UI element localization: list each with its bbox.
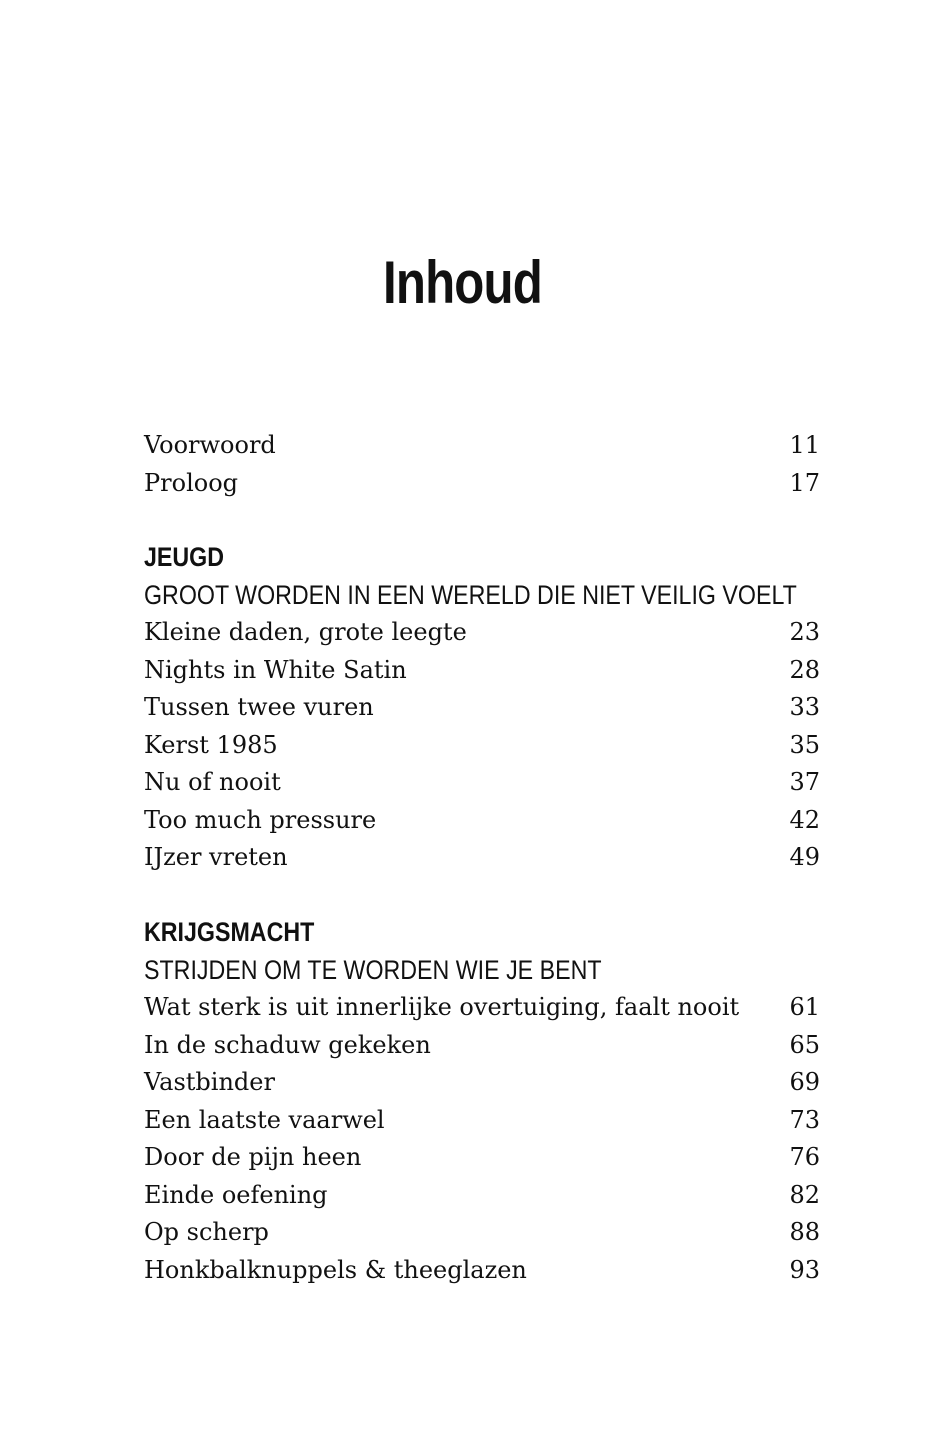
toc-entry-voorwoord[interactable] — [144, 427, 820, 465]
page-title: Inhoud — [382, 249, 543, 316]
toc-entry-label: Nights in White Satin — [144, 655, 407, 684]
toc-entry-page: 49 — [789, 843, 820, 871]
toc-entry-page: 17 — [789, 468, 820, 497]
toc-entry-page: 69 — [789, 1068, 820, 1096]
toc-entry-page: 35 — [789, 730, 820, 759]
toc-entry[interactable] — [144, 989, 820, 1027]
toc-entry-label: Een laatste vaarwel — [144, 1105, 385, 1134]
toc-entry[interactable] — [144, 1027, 820, 1065]
toc-entry[interactable] — [144, 1139, 820, 1177]
toc-entry[interactable] — [144, 802, 820, 840]
toc-entry-label: In de schaduw gekeken — [144, 1030, 431, 1059]
toc-entry[interactable] — [144, 727, 820, 765]
front-matter-list — [144, 427, 820, 502]
toc-entry-page: 33 — [789, 693, 820, 721]
toc-entry-page: 76 — [789, 1143, 820, 1171]
toc-entry-label: IJzer vreten — [144, 843, 288, 871]
toc-entry-label: Kerst 1985 — [144, 730, 278, 759]
toc-entry[interactable] — [144, 1064, 820, 1102]
toc-entry-label: Proloog — [144, 468, 239, 497]
toc-entry-label: Einde oefening — [144, 1180, 328, 1209]
toc-entry-page: 88 — [789, 1218, 820, 1246]
toc-entry-label: Tussen twee vuren — [144, 693, 374, 721]
toc-entry-page: 61 — [789, 993, 820, 1021]
toc-entry-proloog[interactable] — [144, 465, 820, 503]
section-heading: JEUGD — [144, 542, 225, 572]
section-subheading: GROOT WORDEN IN EEN WERELD DIE NIET VEILIG VOELT — [144, 579, 797, 610]
toc-entry-label: Op scherp — [144, 1218, 269, 1246]
toc-entry-page: 28 — [789, 655, 820, 684]
toc-entry[interactable] — [144, 689, 820, 727]
toc-entry[interactable] — [144, 1214, 820, 1252]
toc-entry-page: 65 — [789, 1030, 820, 1059]
section-heading: KRIJGSMACHT — [144, 917, 315, 947]
toc-entry-label: Vastbinder — [144, 1068, 275, 1096]
toc-entry-page: 42 — [789, 805, 820, 834]
toc-entry-page: 37 — [789, 768, 820, 796]
toc-entry[interactable] — [144, 614, 820, 652]
toc-entry-page: 73 — [789, 1105, 820, 1134]
toc-entry-label: Honkbalknuppels & theeglazen — [144, 1255, 527, 1284]
toc-entry[interactable] — [144, 1177, 820, 1215]
section-krijgsmacht — [144, 914, 820, 1289]
toc-entry-label: Too much pressure — [144, 805, 377, 834]
toc-entry-page: 93 — [789, 1255, 820, 1284]
toc-entry-page: 11 — [789, 431, 820, 459]
toc-entry-label: Nu of nooit — [144, 768, 281, 796]
toc-entry[interactable] — [144, 839, 820, 877]
toc-entry-page: 82 — [789, 1180, 820, 1209]
section-subheading: STRIJDEN OM TE WORDEN WIE JE BENT — [144, 954, 602, 985]
toc-entry[interactable] — [144, 1102, 820, 1140]
toc-entry-label: Wat sterk is uit innerlijke overtuiging, faalt nooit — [144, 993, 740, 1021]
toc-entry[interactable] — [144, 764, 820, 802]
section-jeugd — [144, 539, 820, 877]
toc-entry-label: Kleine daden, grote leegte — [144, 618, 467, 646]
toc-entry-label: Door de pijn heen — [144, 1143, 362, 1171]
toc-entry-page: 23 — [789, 618, 820, 646]
toc-entry[interactable] — [144, 652, 820, 690]
toc-entry-label: Voorwoord — [144, 431, 276, 459]
toc-entry[interactable] — [144, 1252, 820, 1290]
